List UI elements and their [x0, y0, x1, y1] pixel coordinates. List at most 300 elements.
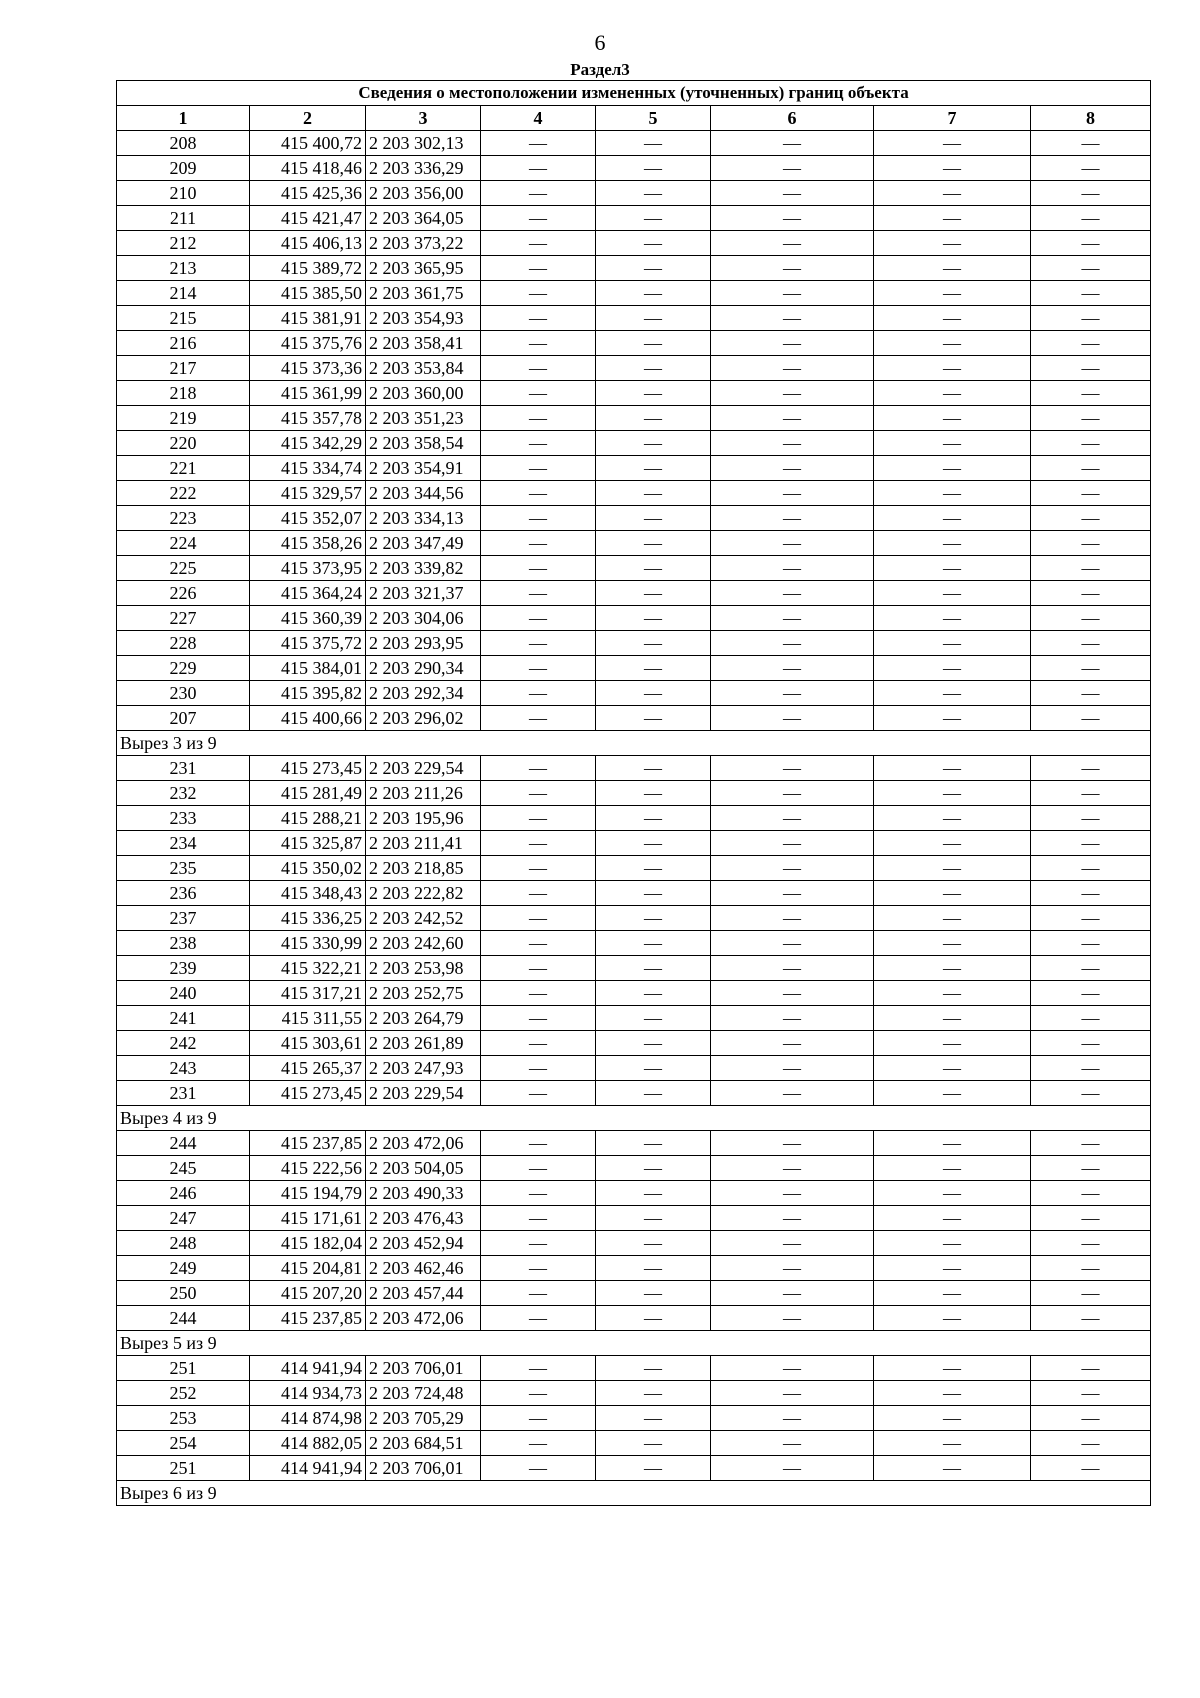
empty-value-cell: —: [874, 906, 1031, 931]
empty-value-cell: —: [481, 631, 596, 656]
empty-value-cell: —: [1031, 631, 1151, 656]
empty-value-cell: —: [596, 1181, 711, 1206]
table-row: [117, 881, 1151, 906]
empty-value-cell: —: [874, 1306, 1031, 1331]
empty-value-cell: —: [874, 606, 1031, 631]
empty-value-cell: —: [711, 706, 874, 731]
empty-value-cell: —: [596, 1306, 711, 1331]
empty-value-cell: —: [711, 781, 874, 806]
table-body: [117, 131, 1151, 1506]
page-number: 6: [594, 30, 606, 55]
x-coordinate-cell: 415 204,81: [250, 1256, 366, 1281]
empty-value-cell: —: [711, 156, 874, 181]
point-number-cell: 231: [117, 1081, 250, 1106]
table-row: [117, 781, 1151, 806]
table-row: [117, 806, 1151, 831]
y-coordinate-cell: 2 203 222,82: [366, 881, 481, 906]
empty-value-cell: —: [596, 656, 711, 681]
table-row: [117, 856, 1151, 881]
empty-value-cell: —: [481, 681, 596, 706]
empty-value-cell: —: [1031, 531, 1151, 556]
empty-value-cell: —: [596, 406, 711, 431]
empty-value-cell: —: [1031, 381, 1151, 406]
point-number-cell: 244: [117, 1306, 250, 1331]
empty-value-cell: —: [711, 1006, 874, 1031]
empty-value-cell: —: [1031, 956, 1151, 981]
empty-value-cell: —: [596, 206, 711, 231]
empty-value-cell: —: [481, 481, 596, 506]
empty-value-cell: —: [874, 306, 1031, 331]
point-number-cell: 240: [117, 981, 250, 1006]
empty-value-cell: —: [1031, 1406, 1151, 1431]
y-coordinate-cell: 2 203 293,95: [366, 631, 481, 656]
empty-value-cell: —: [481, 1006, 596, 1031]
point-number-cell: 253: [117, 1406, 250, 1431]
point-number-cell: 210: [117, 181, 250, 206]
empty-value-cell: —: [711, 1456, 874, 1481]
empty-value-cell: —: [596, 1381, 711, 1406]
y-coordinate-cell: 2 203 472,06: [366, 1131, 481, 1156]
table-row: [117, 456, 1151, 481]
cutout-row: [117, 731, 1151, 756]
y-coordinate-cell: 2 203 373,22: [366, 231, 481, 256]
point-number-cell: 232: [117, 781, 250, 806]
y-coordinate-cell: 2 203 358,41: [366, 331, 481, 356]
empty-value-cell: —: [481, 806, 596, 831]
empty-value-cell: —: [1031, 231, 1151, 256]
point-number-cell: 226: [117, 581, 250, 606]
column-header: 5: [596, 106, 711, 131]
empty-value-cell: —: [711, 1281, 874, 1306]
empty-value-cell: —: [711, 656, 874, 681]
y-coordinate-cell: 2 203 242,52: [366, 906, 481, 931]
table-row: [117, 1031, 1151, 1056]
empty-value-cell: —: [596, 856, 711, 881]
empty-value-cell: —: [481, 1206, 596, 1231]
empty-value-cell: —: [711, 756, 874, 781]
empty-value-cell: —: [711, 281, 874, 306]
cutout-label: Вырез 5 из 9: [117, 1331, 1151, 1356]
empty-value-cell: —: [481, 131, 596, 156]
y-coordinate-cell: 2 203 211,26: [366, 781, 481, 806]
empty-value-cell: —: [711, 406, 874, 431]
table-caption-row: [117, 81, 1151, 106]
empty-value-cell: —: [481, 1231, 596, 1256]
empty-value-cell: —: [481, 1031, 596, 1056]
empty-value-cell: —: [874, 156, 1031, 181]
x-coordinate-cell: 415 325,87: [250, 831, 366, 856]
table-row: [117, 581, 1151, 606]
empty-value-cell: —: [874, 581, 1031, 606]
empty-value-cell: —: [874, 256, 1031, 281]
empty-value-cell: —: [481, 1256, 596, 1281]
empty-value-cell: —: [1031, 681, 1151, 706]
empty-value-cell: —: [1031, 156, 1151, 181]
empty-value-cell: —: [596, 1456, 711, 1481]
x-coordinate-cell: 415 418,46: [250, 156, 366, 181]
x-coordinate-cell: 415 322,21: [250, 956, 366, 981]
empty-value-cell: —: [1031, 456, 1151, 481]
empty-value-cell: —: [1031, 131, 1151, 156]
empty-value-cell: —: [481, 831, 596, 856]
empty-value-cell: —: [596, 1356, 711, 1381]
x-coordinate-cell: 415 336,25: [250, 906, 366, 931]
point-number-cell: 207: [117, 706, 250, 731]
empty-value-cell: —: [596, 156, 711, 181]
table-row: [117, 356, 1151, 381]
table-row: [117, 1006, 1151, 1031]
empty-value-cell: —: [596, 556, 711, 581]
empty-value-cell: —: [481, 881, 596, 906]
empty-value-cell: —: [711, 306, 874, 331]
y-coordinate-cell: 2 203 353,84: [366, 356, 481, 381]
empty-value-cell: —: [596, 456, 711, 481]
x-coordinate-cell: 415 237,85: [250, 1306, 366, 1331]
empty-value-cell: —: [711, 881, 874, 906]
empty-value-cell: —: [711, 681, 874, 706]
empty-value-cell: —: [874, 506, 1031, 531]
point-number-cell: 248: [117, 1231, 250, 1256]
column-header: 6: [711, 106, 874, 131]
x-coordinate-cell: 415 329,57: [250, 481, 366, 506]
empty-value-cell: —: [711, 906, 874, 931]
x-coordinate-cell: 415 381,91: [250, 306, 366, 331]
empty-value-cell: —: [481, 1156, 596, 1181]
empty-value-cell: —: [1031, 1081, 1151, 1106]
empty-value-cell: —: [1031, 756, 1151, 781]
empty-value-cell: —: [596, 431, 711, 456]
y-coordinate-cell: 2 203 354,91: [366, 456, 481, 481]
empty-value-cell: —: [1031, 1181, 1151, 1206]
empty-value-cell: —: [711, 381, 874, 406]
empty-value-cell: —: [1031, 981, 1151, 1006]
table-row: [117, 556, 1151, 581]
table-row: [117, 956, 1151, 981]
empty-value-cell: —: [1031, 706, 1151, 731]
empty-value-cell: —: [481, 1431, 596, 1456]
point-number-cell: 224: [117, 531, 250, 556]
empty-value-cell: —: [711, 1206, 874, 1231]
table-row: [117, 256, 1151, 281]
empty-value-cell: —: [711, 1081, 874, 1106]
y-coordinate-cell: 2 203 351,23: [366, 406, 481, 431]
table-row: [117, 906, 1151, 931]
empty-value-cell: —: [596, 1156, 711, 1181]
empty-value-cell: —: [481, 781, 596, 806]
empty-value-cell: —: [596, 231, 711, 256]
empty-value-cell: —: [874, 756, 1031, 781]
y-coordinate-cell: 2 203 706,01: [366, 1456, 481, 1481]
point-number-cell: 251: [117, 1356, 250, 1381]
empty-value-cell: —: [874, 856, 1031, 881]
table-row: [117, 131, 1151, 156]
empty-value-cell: —: [874, 1356, 1031, 1381]
empty-value-cell: —: [596, 906, 711, 931]
empty-value-cell: —: [1031, 1256, 1151, 1281]
point-number-cell: 223: [117, 506, 250, 531]
table-row: [117, 1431, 1151, 1456]
empty-value-cell: —: [596, 1206, 711, 1231]
column-header: 3: [366, 106, 481, 131]
y-coordinate-cell: 2 203 321,37: [366, 581, 481, 606]
table-row: [117, 381, 1151, 406]
empty-value-cell: —: [874, 1081, 1031, 1106]
point-number-cell: 227: [117, 606, 250, 631]
table-row: [117, 331, 1151, 356]
empty-value-cell: —: [874, 806, 1031, 831]
empty-value-cell: —: [874, 831, 1031, 856]
point-number-cell: 212: [117, 231, 250, 256]
point-number-cell: 228: [117, 631, 250, 656]
x-coordinate-cell: 415 207,20: [250, 1281, 366, 1306]
empty-value-cell: —: [711, 431, 874, 456]
point-number-cell: 251: [117, 1456, 250, 1481]
table-row: [117, 631, 1151, 656]
empty-value-cell: —: [481, 181, 596, 206]
point-number-cell: 221: [117, 456, 250, 481]
y-coordinate-cell: 2 203 462,46: [366, 1256, 481, 1281]
empty-value-cell: —: [1031, 806, 1151, 831]
x-coordinate-cell: 415 342,29: [250, 431, 366, 456]
x-coordinate-cell: 415 222,56: [250, 1156, 366, 1181]
cutout-row: [117, 1106, 1151, 1131]
empty-value-cell: —: [596, 581, 711, 606]
empty-value-cell: —: [711, 456, 874, 481]
empty-value-cell: —: [1031, 881, 1151, 906]
empty-value-cell: —: [1031, 281, 1151, 306]
empty-value-cell: —: [596, 781, 711, 806]
empty-value-cell: —: [481, 706, 596, 731]
point-number-cell: 233: [117, 806, 250, 831]
empty-value-cell: —: [481, 556, 596, 581]
y-coordinate-cell: 2 203 247,93: [366, 1056, 481, 1081]
empty-value-cell: —: [874, 781, 1031, 806]
table-row: [117, 831, 1151, 856]
x-coordinate-cell: 415 384,01: [250, 656, 366, 681]
x-coordinate-cell: 415 273,45: [250, 756, 366, 781]
x-coordinate-cell: 414 882,05: [250, 1431, 366, 1456]
empty-value-cell: —: [874, 706, 1031, 731]
point-number-cell: 237: [117, 906, 250, 931]
x-coordinate-cell: 415 406,13: [250, 231, 366, 256]
empty-value-cell: —: [874, 1231, 1031, 1256]
empty-value-cell: —: [1031, 556, 1151, 581]
empty-value-cell: —: [1031, 1381, 1151, 1406]
empty-value-cell: —: [481, 1181, 596, 1206]
empty-value-cell: —: [481, 256, 596, 281]
empty-value-cell: —: [596, 1231, 711, 1256]
empty-value-cell: —: [596, 481, 711, 506]
empty-value-cell: —: [874, 1381, 1031, 1406]
y-coordinate-cell: 2 203 684,51: [366, 1431, 481, 1456]
empty-value-cell: —: [874, 481, 1031, 506]
empty-value-cell: —: [1031, 1056, 1151, 1081]
empty-value-cell: —: [596, 831, 711, 856]
empty-value-cell: —: [874, 1056, 1031, 1081]
table-row: [117, 431, 1151, 456]
empty-value-cell: —: [711, 506, 874, 531]
point-number-cell: 243: [117, 1056, 250, 1081]
empty-value-cell: —: [711, 831, 874, 856]
point-number-cell: 217: [117, 356, 250, 381]
point-number-cell: 229: [117, 656, 250, 681]
empty-value-cell: —: [874, 956, 1031, 981]
empty-value-cell: —: [711, 206, 874, 231]
y-coordinate-cell: 2 203 253,98: [366, 956, 481, 981]
empty-value-cell: —: [1031, 1156, 1151, 1181]
section-title: Раздел3: [570, 60, 630, 79]
point-number-cell: 225: [117, 556, 250, 581]
empty-value-cell: —: [711, 1156, 874, 1181]
empty-value-cell: —: [874, 331, 1031, 356]
y-coordinate-cell: 2 203 365,95: [366, 256, 481, 281]
y-coordinate-cell: 2 203 242,60: [366, 931, 481, 956]
table-row: [117, 156, 1151, 181]
empty-value-cell: —: [481, 581, 596, 606]
x-coordinate-cell: 415 425,36: [250, 181, 366, 206]
empty-value-cell: —: [874, 656, 1031, 681]
cutout-row: [117, 1331, 1151, 1356]
y-coordinate-cell: 2 203 472,06: [366, 1306, 481, 1331]
y-coordinate-cell: 2 203 360,00: [366, 381, 481, 406]
x-coordinate-cell: 415 194,79: [250, 1181, 366, 1206]
empty-value-cell: —: [711, 131, 874, 156]
empty-value-cell: —: [481, 356, 596, 381]
y-coordinate-cell: 2 203 302,13: [366, 131, 481, 156]
empty-value-cell: —: [711, 1231, 874, 1256]
empty-value-cell: —: [596, 1131, 711, 1156]
table-row: [117, 1206, 1151, 1231]
empty-value-cell: —: [596, 256, 711, 281]
empty-value-cell: —: [1031, 356, 1151, 381]
empty-value-cell: —: [596, 806, 711, 831]
point-number-cell: 252: [117, 1381, 250, 1406]
table-row: [117, 206, 1151, 231]
empty-value-cell: —: [874, 1281, 1031, 1306]
table-row: [117, 706, 1151, 731]
point-number-cell: 249: [117, 1256, 250, 1281]
empty-value-cell: —: [481, 956, 596, 981]
empty-value-cell: —: [874, 1031, 1031, 1056]
column-number-row: [117, 106, 1151, 131]
empty-value-cell: —: [874, 406, 1031, 431]
table-row: [117, 1306, 1151, 1331]
empty-value-cell: —: [481, 981, 596, 1006]
empty-value-cell: —: [874, 381, 1031, 406]
empty-value-cell: —: [874, 131, 1031, 156]
empty-value-cell: —: [596, 356, 711, 381]
empty-value-cell: —: [481, 231, 596, 256]
x-coordinate-cell: 415 237,85: [250, 1131, 366, 1156]
x-coordinate-cell: 415 373,95: [250, 556, 366, 581]
boundary-coordinates-table: [116, 80, 1151, 1506]
y-coordinate-cell: 2 203 706,01: [366, 1356, 481, 1381]
y-coordinate-cell: 2 203 252,75: [366, 981, 481, 1006]
y-coordinate-cell: 2 203 347,49: [366, 531, 481, 556]
empty-value-cell: —: [874, 681, 1031, 706]
empty-value-cell: —: [596, 181, 711, 206]
empty-value-cell: —: [874, 981, 1031, 1006]
empty-value-cell: —: [1031, 831, 1151, 856]
empty-value-cell: —: [596, 1031, 711, 1056]
empty-value-cell: —: [874, 1131, 1031, 1156]
empty-value-cell: —: [596, 381, 711, 406]
empty-value-cell: —: [1031, 306, 1151, 331]
empty-value-cell: —: [874, 631, 1031, 656]
empty-value-cell: —: [874, 181, 1031, 206]
empty-value-cell: —: [874, 931, 1031, 956]
empty-value-cell: —: [711, 181, 874, 206]
x-coordinate-cell: 415 400,72: [250, 131, 366, 156]
y-coordinate-cell: 2 203 304,06: [366, 606, 481, 631]
point-number-cell: 234: [117, 831, 250, 856]
x-coordinate-cell: 415 265,37: [250, 1056, 366, 1081]
empty-value-cell: —: [481, 306, 596, 331]
empty-value-cell: —: [711, 556, 874, 581]
x-coordinate-cell: 415 182,04: [250, 1231, 366, 1256]
y-coordinate-cell: 2 203 290,34: [366, 656, 481, 681]
y-coordinate-cell: 2 203 211,41: [366, 831, 481, 856]
empty-value-cell: —: [874, 206, 1031, 231]
point-number-cell: 246: [117, 1181, 250, 1206]
table-row: [117, 1281, 1151, 1306]
table-row: [117, 931, 1151, 956]
empty-value-cell: —: [596, 881, 711, 906]
point-number-cell: 218: [117, 381, 250, 406]
empty-value-cell: —: [711, 1256, 874, 1281]
point-number-cell: 250: [117, 1281, 250, 1306]
empty-value-cell: —: [711, 481, 874, 506]
point-number-cell: 213: [117, 256, 250, 281]
y-coordinate-cell: 2 203 361,75: [366, 281, 481, 306]
y-coordinate-cell: 2 203 195,96: [366, 806, 481, 831]
point-number-cell: 254: [117, 1431, 250, 1456]
empty-value-cell: —: [1031, 431, 1151, 456]
table-row: [117, 656, 1151, 681]
empty-value-cell: —: [596, 1281, 711, 1306]
empty-value-cell: —: [711, 1131, 874, 1156]
point-number-cell: 235: [117, 856, 250, 881]
x-coordinate-cell: 415 348,43: [250, 881, 366, 906]
y-coordinate-cell: 2 203 452,94: [366, 1231, 481, 1256]
empty-value-cell: —: [874, 456, 1031, 481]
empty-value-cell: —: [874, 1456, 1031, 1481]
empty-value-cell: —: [481, 431, 596, 456]
empty-value-cell: —: [596, 1256, 711, 1281]
y-coordinate-cell: 2 203 261,89: [366, 1031, 481, 1056]
point-number-cell: 215: [117, 306, 250, 331]
table-row: [117, 281, 1151, 306]
table-caption: Сведения о местоположении измененных (уточненных) границ объекта: [117, 81, 1151, 106]
empty-value-cell: —: [481, 756, 596, 781]
empty-value-cell: —: [1031, 906, 1151, 931]
empty-value-cell: —: [874, 281, 1031, 306]
x-coordinate-cell: 415 171,61: [250, 1206, 366, 1231]
x-coordinate-cell: 415 358,26: [250, 531, 366, 556]
empty-value-cell: —: [1031, 656, 1151, 681]
cutout-label: Вырез 6 из 9: [117, 1481, 1151, 1506]
empty-value-cell: —: [596, 956, 711, 981]
empty-value-cell: —: [1031, 856, 1151, 881]
empty-value-cell: —: [1031, 606, 1151, 631]
x-coordinate-cell: 415 350,02: [250, 856, 366, 881]
empty-value-cell: —: [711, 1181, 874, 1206]
y-coordinate-cell: 2 203 229,54: [366, 1081, 481, 1106]
table-row: [117, 1406, 1151, 1431]
point-number-cell: 216: [117, 331, 250, 356]
table-row: [117, 681, 1151, 706]
empty-value-cell: —: [711, 331, 874, 356]
